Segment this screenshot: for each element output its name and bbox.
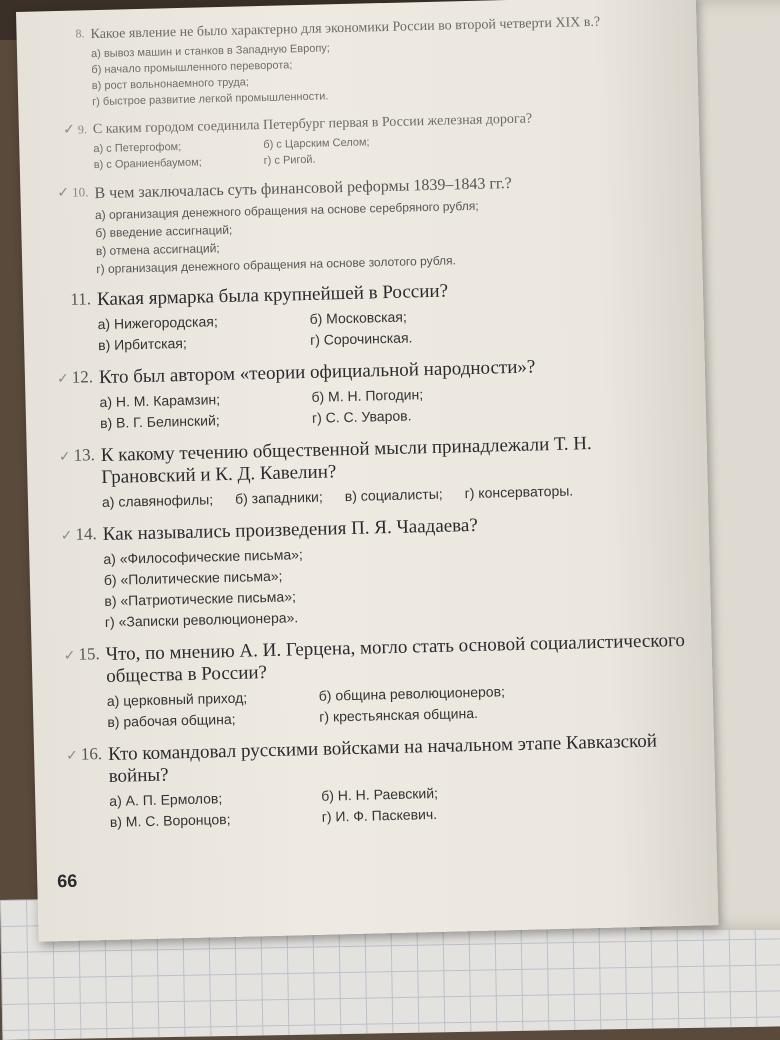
question-number: ✓ 9. — [62, 122, 88, 138]
question-9 — [39, 107, 680, 174]
pencil-check-icon: ✓ — [56, 371, 69, 388]
answer-c: в) В. Г. Белинский; — [99, 412, 220, 432]
question-text: В чем заключалась суть финансовой реформы 1839–1843 гг.? — [94, 174, 512, 203]
question-text: К какому течению общественной мысли принадлежали Т. Н. Грановский и К. Д. Кавелин? — [100, 433, 592, 489]
question-15 — [51, 630, 693, 734]
answer-c: в) рабочая община; — [107, 710, 236, 730]
answer-c: в) отмена ассигнаций; — [95, 241, 220, 259]
question-text: Кто командовал русскими войсками на начальном этапе Кавказской войны? — [107, 730, 658, 787]
answer-a: а) Н. М. Карамзин; — [99, 391, 221, 411]
pencil-check-icon: ✓ — [66, 748, 79, 764]
pencil-check-icon: ✓ — [63, 648, 76, 665]
question-13 — [47, 431, 688, 514]
question-number: 11. — [70, 289, 92, 309]
answer-d: г) С. С. Уваров. — [311, 407, 412, 426]
question-number: ✓ 10. — [57, 184, 89, 202]
page-number: 66 — [57, 870, 78, 892]
answer-c: в) «Патриотические письма»; — [104, 588, 297, 610]
answer-b: б) Н. Н. Раевский; — [321, 784, 439, 804]
answer-c: в) рост вольнонаемного труда; — [91, 76, 250, 93]
answer-a: а) с Петергофом; — [93, 141, 182, 156]
questions-list — [36, 12, 696, 845]
question-number: ✓ 15. — [63, 644, 100, 665]
answer-options — [91, 33, 678, 109]
pencil-check-icon: ✓ — [60, 528, 73, 545]
question-text: Как назывались произведения П. Я. Чаадаева? — [102, 514, 479, 546]
question-number: ✓ 16. — [66, 744, 103, 764]
answer-c: в) М. С. Воронцов; — [109, 811, 231, 830]
question-12 — [45, 353, 686, 435]
question-10 — [40, 170, 682, 279]
answer-a: а) вывоз машин и станков в Западную Европу; — [90, 42, 331, 61]
answer-d: г) Сорочинская. — [309, 329, 413, 348]
question-11 — [43, 275, 684, 357]
answer-d: г) «Записки революционера». — [104, 609, 299, 631]
answer-d: г) с Ригой. — [263, 153, 316, 167]
answer-b: б) М. Н. Погодин; — [311, 386, 424, 405]
answer-b: б) западники; — [234, 488, 323, 507]
answer-d: г) консерваторы. — [464, 482, 574, 502]
answer-c: в) Ирбитская; — [97, 334, 187, 354]
answer-c: в) с Ораниенбаумом; — [93, 156, 202, 172]
answer-b: б) община революционеров; — [318, 683, 506, 704]
answer-b: б) «Политические письма»; — [103, 567, 283, 589]
question-number: ✓ 12. — [56, 367, 94, 388]
question-text: Какая ярмарка была крупнейшей в России? — [96, 280, 449, 311]
answer-options — [103, 536, 691, 632]
answer-options — [95, 193, 683, 277]
answer-a: а) славянофилы; — [101, 491, 214, 511]
question-text: Какое явление не было характерно для экономики России во второй четверти XIX в.? — [90, 14, 601, 43]
question-number: 8. — [75, 26, 85, 41]
question-number: ✓ 14. — [60, 524, 98, 545]
answer-a: а) Нижегородская; — [97, 313, 218, 333]
answer-d: г) И. Ф. Паскевич. — [321, 805, 438, 825]
answer-c: в) социалисты; — [344, 485, 443, 505]
answer-b: б) введение ассигнаций; — [95, 222, 233, 241]
answer-a: а) «Философические письма»; — [103, 546, 303, 568]
question-text: Кто был автором «теории официальной народности»? — [98, 356, 536, 389]
answer-d: г) быстрое развитие легкой промышленности. — [92, 90, 329, 109]
question-text: С каким городом соединила Петербург первая в России железная дорога? — [92, 111, 533, 138]
left-page — [16, 0, 719, 942]
pencil-check-icon: ✓ — [58, 449, 71, 466]
question-8 — [36, 12, 678, 111]
pencil-check-icon: ✓ — [57, 185, 70, 202]
question-14 — [49, 510, 691, 634]
question-16 — [54, 730, 696, 834]
pencil-check-icon: ✓ — [62, 122, 76, 138]
question-text: Что, по мнению А. И. Герцена, могло стать основой социалистического общества в России? — [105, 629, 686, 687]
answer-a: а) церковный приход; — [106, 689, 248, 709]
answer-b: б) с Царским Селом; — [263, 136, 370, 151]
answer-b: б) Московская; — [309, 308, 407, 327]
answer-a: а) организация денежного обращения на основе серебряного рубля; — [94, 198, 479, 223]
answer-b: б) начало промышленного переворота; — [91, 59, 293, 77]
question-number: ✓ 13. — [58, 445, 96, 466]
answer-d: г) крестьянская община. — [319, 704, 479, 725]
answer-a: а) А. П. Ермолов; — [109, 790, 223, 809]
answer-d: г) организация денежного обращения на основе золотого рубля. — [96, 253, 457, 277]
